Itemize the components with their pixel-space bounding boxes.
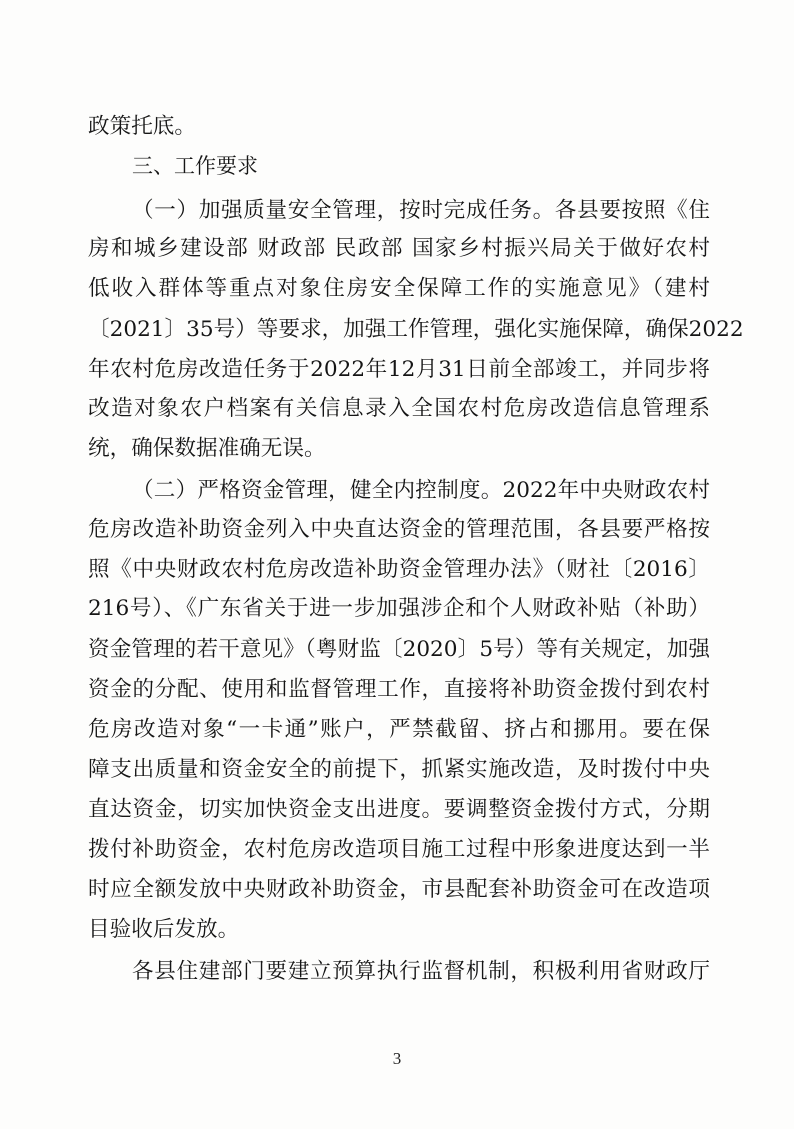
text-line: （二）严格资金管理，健全内控制度。2022年中央财政农村 [132,478,710,503]
text-line: 资金管理的若干意见》（粤财监〔2020〕5号）等有关规定，加强 [88,637,710,662]
text-line: 直达资金，切实加快资金支出进度。要调整资金拨付方式，分期 [88,797,710,822]
page-number: 3 [392,1049,402,1068]
text-line: 房和城乡建设部 财政部 民政部 国家乡村振兴局关于做好农村 [88,236,710,261]
text-line: 拨付补助资金，农村危房改造项目施工过程中形象进度达到一半 [88,837,710,862]
text-line: 危房改造对象“一卡通”账户，严禁截留、挤占和挪用。要在保 [88,717,710,742]
text-line: 资金的分配、使用和监督管理工作，直接将补助资金拨付到农村 [88,677,710,702]
text-line: 216号）、《广东省关于进一步加强涉企和个人财政补贴（补助） [88,596,710,621]
text-line: 低收入群体等重点对象住房安全保障工作的实施意见》（建村 [88,276,710,301]
text-line: （一）加强质量安全管理，按时完成任务。各县要按照《住 [132,198,710,223]
text-line: 改造对象农户档案有关信息录入全国农村危房改造信息管理系 [88,396,710,421]
text-line: 〔2021〕35号）等要求，加强工作管理，强化实施保障，确保2022 [88,317,744,342]
text-line: 障支出质量和资金安全的前提下，抓紧实施改造，及时拨付中央 [88,757,710,782]
text-line: 统，确保数据准确无误。 [88,436,326,461]
text-line: 各县住建部门要建立预算执行监督机制，积极利用省财政厅 [132,959,710,984]
text-line: 照《中央财政农村危房改造补助资金管理办法》（财社〔2016〕 [88,557,710,582]
section-heading: 三、工作要求 [132,154,258,178]
text-line: 时应全额发放中央财政补助资金，市县配套补助资金可在改造项 [88,877,710,902]
text-line: 目验收后发放。 [88,917,240,942]
text-line: 政策托底。 [88,114,196,139]
text-line: 年农村危房改造任务于2022年12月31日前全部竣工，并同步将 [88,357,710,382]
text-line: 危房改造补助资金列入中央直达资金的管理范围，各县要严格按 [88,517,710,542]
